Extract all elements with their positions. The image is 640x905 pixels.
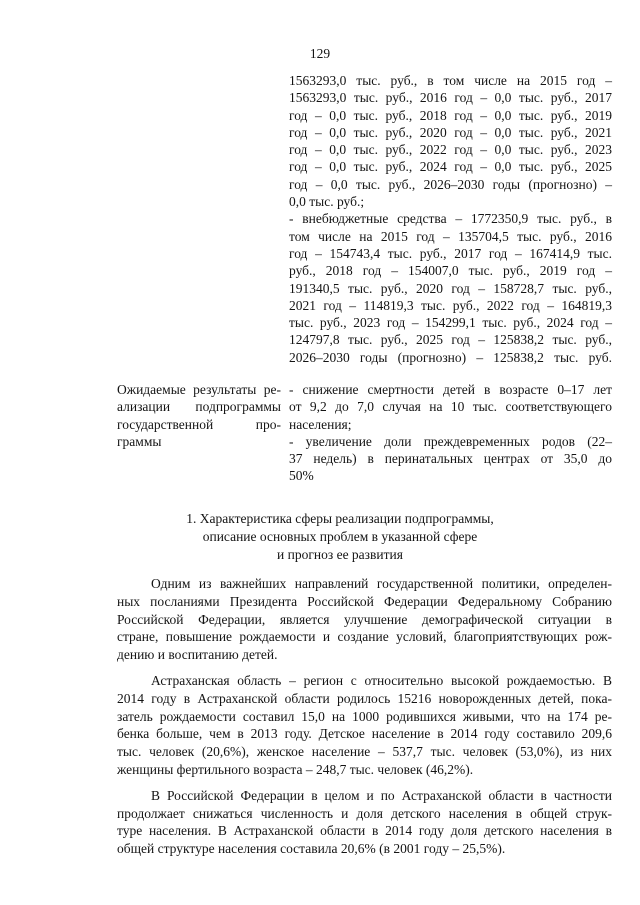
funding-line: год – 0,0 тыс. руб., 2022 год – 0,0 тыс. руб., 2023 bbox=[289, 142, 612, 158]
funding-line: год – 0,0 тыс. руб., 2020 год – 0,0 тыс. руб., 2021 bbox=[289, 124, 612, 140]
funding-line: руб., 2018 год – 154007,0 тыс. руб., 2019 год – bbox=[289, 263, 612, 279]
result-line: 37 недель) в перинатальных центрах от 35,0 до bbox=[289, 451, 612, 467]
funding-line: - внебюджетные средства – 1772350,9 тыс. руб., в bbox=[289, 211, 612, 227]
funding-line: 2021 год – 114819,3 тыс. руб., 2022 год – 164819,3 bbox=[289, 297, 612, 313]
expected-results-label bbox=[117, 381, 281, 450]
label-line: Ожидаемые результаты ре- bbox=[117, 382, 281, 397]
funding-line: год – 0,0 тыс. руб., 2024 год – 0,0 тыс. руб., 2025 bbox=[289, 159, 612, 175]
label-line: ализации подпрограммы bbox=[117, 399, 281, 415]
page-number: 129 bbox=[309, 46, 331, 61]
label-line: государственной про- bbox=[117, 416, 281, 432]
paragraph-line: Российской Федерации, является улучшение демографической ситуации в bbox=[117, 611, 612, 627]
funding-line: 1563293,0 тыс. руб., в том числе на 2015 год – bbox=[289, 73, 612, 88]
funding-line: 191340,5 тыс. руб., 2020 год – 158728,7 тыс. руб., bbox=[289, 280, 612, 296]
result-line: населения; bbox=[289, 416, 352, 432]
funding-line: тыс. руб., 2023 год – 154299,1 тыс. руб., 2024 год – bbox=[289, 315, 612, 331]
paragraph-line: В Российской Федерации в целом и по Астраханской области в частности bbox=[151, 787, 612, 803]
result-line: 50% bbox=[289, 468, 314, 484]
result-line: от 9,2 до 7,0 случая на 10 тыс. соответствующего bbox=[289, 399, 612, 415]
paragraph-line: туре населения. В Астраханской области в 2014 году доля детского населения в bbox=[117, 823, 612, 839]
paragraph-line: ных посланиями Президента Российской Федерации Федеральному Собранию bbox=[117, 593, 612, 609]
paragraph-line: дению и воспитанию детей. bbox=[117, 647, 278, 663]
paragraph-line: 2014 году в Астраханской области родилось 15216 новорожденных детей, пока- bbox=[117, 690, 612, 706]
paragraph-line: Одним из важнейших направлений государственной политики, определен- bbox=[151, 576, 612, 591]
result-line: - снижение смертности детей в возрасте 0–17 лет bbox=[289, 382, 612, 397]
funding-line: 2026–2030 годы (прогнозно) – 125838,2 тыс. руб. bbox=[289, 349, 612, 365]
paragraph-line: стране, повышение рождаемости и создание условий, благоприятствующих рож- bbox=[117, 629, 612, 645]
paragraph-line: общей структуре населения составила 20,6% (в 2001 году – 25,5%). bbox=[117, 841, 506, 857]
funding-line: 124797,8 тыс. руб., 2025 год – 125838,2 тыс. руб., bbox=[289, 332, 612, 348]
funding-line: год – 154743,4 тыс. руб., 2017 год – 167414,9 тыс. bbox=[289, 245, 612, 261]
paragraph-line: затель рождаемости составил 15,0 на 1000 родившихся живыми, что на 174 ре- bbox=[117, 708, 612, 724]
paragraph-line: бенка больше, чем в 2013 году. Детское население в 2014 году составило 209,6 bbox=[117, 726, 612, 742]
funding-text bbox=[289, 72, 612, 366]
funding-line: 1563293,0 тыс. руб., 2016 год – 0,0 тыс. руб., 2017 bbox=[289, 90, 612, 106]
result-line: - увеличение доли преждевременных родов (22– bbox=[289, 433, 612, 449]
paragraph-line: тыс. человек (20,6%), женское население – 537,7 тыс. человек (53,0%), из них bbox=[117, 744, 612, 760]
expected-results-value bbox=[289, 381, 612, 485]
label-line: граммы bbox=[117, 433, 162, 449]
paragraph bbox=[117, 575, 612, 664]
paragraph bbox=[117, 672, 612, 779]
heading-line: и прогноз ее развития bbox=[277, 547, 403, 562]
funding-line: 0,0 тыс. руб.; bbox=[289, 194, 365, 210]
paragraph-line: Астраханская область – регион с относительно высокой рождаемостью. В bbox=[151, 672, 612, 688]
funding-line: том числе на 2015 год – 135704,5 тыс. руб., 2016 bbox=[289, 228, 612, 244]
body-text bbox=[117, 575, 612, 866]
funding-line: год – 0,0 тыс. руб., 2018 год – 0,0 тыс. руб., 2019 bbox=[289, 107, 612, 123]
section-heading bbox=[120, 510, 560, 564]
paragraph-line: продолжает снижаться численность и доля детского населения в общей струк- bbox=[117, 805, 612, 821]
paragraph-line: женщины фертильного возраста – 248,7 тыс. человек (46,2%). bbox=[117, 761, 474, 777]
funding-line: год – 0,0 тыс. руб., 2026–2030 годы (прогнозно) – bbox=[289, 176, 612, 192]
paragraph bbox=[117, 787, 612, 858]
heading-line: описание основных проблем в указанной сфере bbox=[202, 529, 478, 544]
heading-line: 1. Характеристика сферы реализации подпрограммы, bbox=[186, 511, 494, 526]
